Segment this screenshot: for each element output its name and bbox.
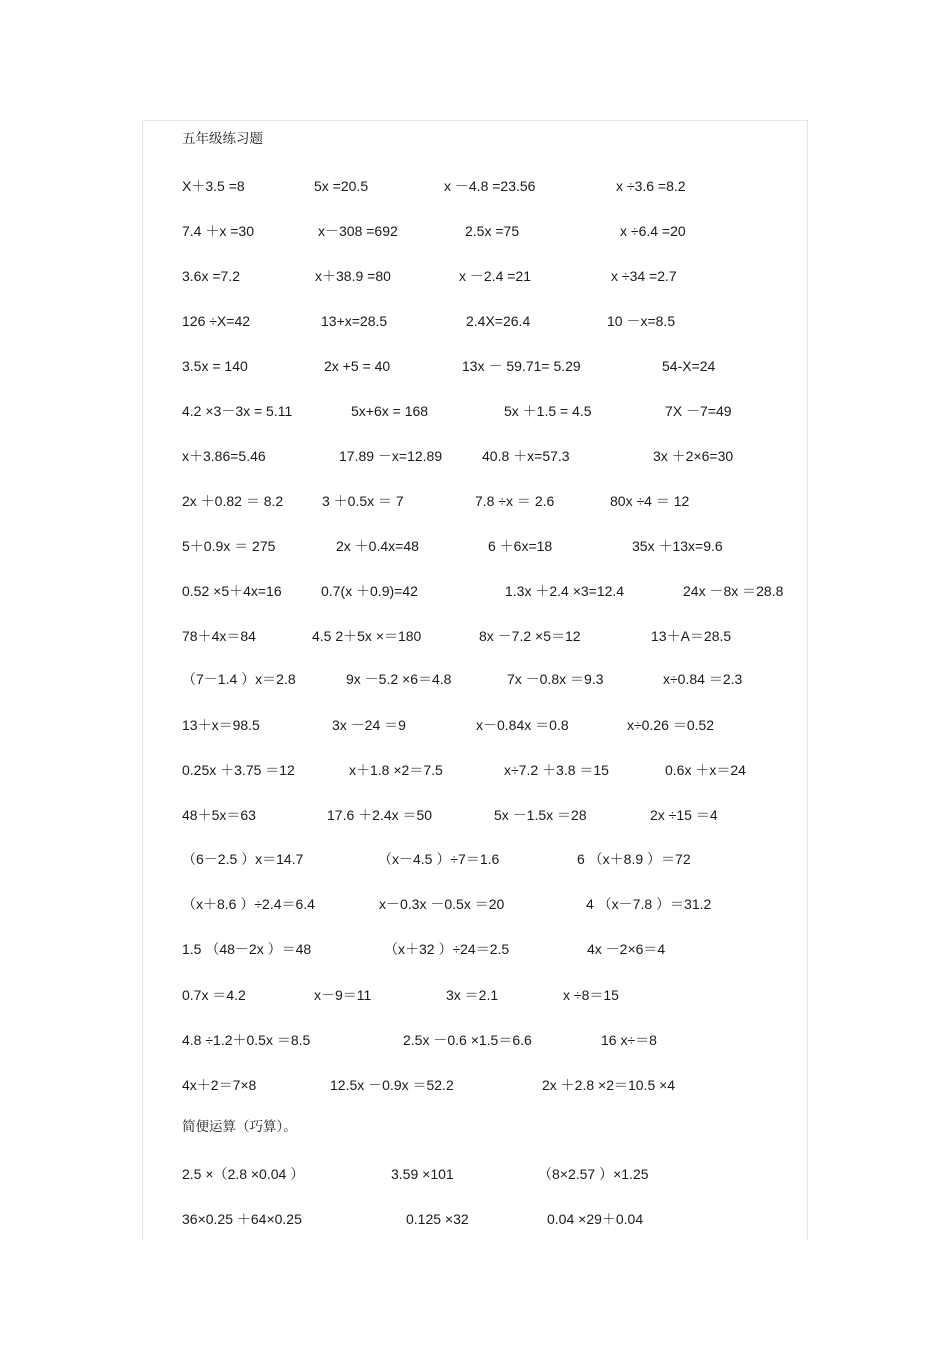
equation-item: x ÷6.4 =20 [620, 223, 686, 239]
equation-item: 126 ÷X=42 [182, 313, 251, 329]
equation-item: 1.5 （48－2x ）＝48 [182, 941, 312, 957]
equation-item: 4.8 ÷1.2＋0.5x ＝8.5 [182, 1032, 311, 1048]
equation-item: 2x +5 = 40 [324, 358, 391, 374]
equation-item: 4x＋2＝7×8 [182, 1077, 257, 1093]
equation-item: 8x －7.2 ×5＝12 [479, 628, 581, 644]
equation-item: 3x ＋2×6=30 [653, 448, 734, 464]
equation-item: x＋38.9 =80 [315, 268, 391, 284]
equation-item: 6 （x＋8.9 ）＝72 [577, 851, 691, 867]
worksheet-title: 五年级练习题 [182, 131, 263, 147]
equation-item: 4 （x－7.8 ）＝31.2 [586, 896, 712, 912]
equation-item: 9x －5.2 ×6＝4.8 [346, 671, 452, 687]
equation-item: 78＋4x＝84 [182, 628, 256, 644]
equation-item: x÷0.84 ＝2.3 [663, 671, 743, 687]
equation-item: 7.8 ÷x ＝ 2.6 [475, 493, 555, 509]
equation-item: 5x ＋1.5 = 4.5 [504, 403, 592, 419]
equation-item: 0.7x ＝4.2 [182, 987, 246, 1003]
equation-item: x÷0.26 ＝0.52 [627, 717, 715, 733]
equation-item: x－0.84x ＝0.8 [476, 717, 569, 733]
equation-item: 7X －7=49 [665, 403, 732, 419]
equation-item: 2x ＋0.4x=48 [336, 538, 419, 554]
equation-item: x＋3.86=5.46 [182, 448, 266, 464]
equation-item: x ÷8＝15 [563, 987, 619, 1003]
equation-item: 5x －1.5x ＝28 [494, 807, 587, 823]
equation-item: （x＋8.6 ）÷2.4＝6.4 [182, 896, 315, 912]
equation-item: 40.8 ＋x=57.3 [482, 448, 570, 464]
equation-item: x÷7.2 ＋3.8 ＝15 [504, 762, 609, 778]
equation-item: 2x ＋2.8 ×2＝10.5 ×4 [542, 1077, 676, 1093]
equation-item: 3.6x =7.2 [182, 268, 240, 284]
calculation-item: （8×2.57 ）×1.25 [538, 1166, 649, 1182]
equation-item: x ÷34 =2.7 [611, 268, 677, 284]
equation-item: 10 －x=8.5 [607, 313, 676, 329]
equation-item: x ÷3.6 =8.2 [616, 178, 686, 194]
equation-item: （6－2.5 ）x＝14.7 [182, 851, 304, 867]
equation-item: 4x －2×6＝4 [587, 941, 666, 957]
equation-item: 80x ÷4 ＝ 12 [610, 493, 690, 509]
equation-item: 12.5x －0.9x ＝52.2 [330, 1077, 454, 1093]
equation-item: 3x －24 ＝9 [332, 717, 406, 733]
equation-item: 5＋0.9x ＝ 275 [182, 538, 276, 554]
equation-item: 3x ＝2.1 [446, 987, 499, 1003]
equation-item: 17.89 －x=12.89 [339, 448, 443, 464]
equation-item: 7x －0.8x ＝9.3 [507, 671, 604, 687]
equation-item: x－308 =692 [318, 223, 398, 239]
equation-item: 4.2 ×3－3x = 5.11 [182, 403, 293, 419]
calculation-item: 0.04 ×29＋0.04 [547, 1211, 644, 1227]
equation-item: 17.6 ＋2.4x ＝50 [327, 807, 433, 823]
equation-item: x －2.4 =21 [459, 268, 531, 284]
equation-item: 6 ＋6x=18 [488, 538, 553, 554]
calculation-item: 0.125 ×32 [406, 1211, 469, 1227]
equation-item: 54-X=24 [662, 358, 716, 374]
equation-item: 2.5x =75 [465, 223, 520, 239]
equation-item: 13＋x＝98.5 [182, 717, 260, 733]
equation-item: 0.25x ＋3.75 ＝12 [182, 762, 295, 778]
equation-item: （x－4.5 ）÷7＝1.6 [378, 851, 500, 867]
equation-item: x －4.8 =23.56 [444, 178, 536, 194]
equation-item: 2x ÷15 ＝4 [650, 807, 718, 823]
equation-item: 4.5 2＋5x ×＝180 [312, 628, 422, 644]
section-title-mental-math: 简便运算（巧算）。 [182, 1119, 297, 1135]
equation-item: 24x －8x ＝28.8 [683, 583, 784, 599]
equation-item: 7.4 ＋x =30 [182, 223, 254, 239]
equation-item: 16 x÷＝8 [601, 1032, 657, 1048]
equation-item: 5x =20.5 [314, 178, 369, 194]
equation-item: 0.7(x ＋0.9)=42 [321, 583, 418, 599]
equation-item: x－9＝11 [314, 987, 372, 1003]
equation-item: 13x － 59.71= 5.29 [462, 358, 581, 374]
calculation-item: 36×0.25 ＋64×0.25 [182, 1211, 302, 1227]
equation-item: 48＋5x＝63 [182, 807, 256, 823]
equation-item: 35x ＋13x=9.6 [632, 538, 723, 554]
equation-item: （x＋32 ）÷24＝2.5 [384, 941, 510, 957]
equation-item: 2.4X=26.4 [466, 313, 531, 329]
equation-item: 0.52 ×5＋4x=16 [182, 583, 282, 599]
equation-item: X＋3.5 =8 [182, 178, 245, 194]
calculation-item: 2.5 ×（2.8 ×0.04 ） [182, 1166, 305, 1182]
equation-item: 3 ＋0.5x ＝ 7 [322, 493, 404, 509]
equation-item: 1.3x ＋2.4 ×3=12.4 [505, 583, 625, 599]
equation-item: x－0.3x －0.5x ＝20 [379, 896, 505, 912]
calculation-item: 3.59 ×101 [391, 1166, 454, 1182]
equation-item: （7－1.4 ）x＝2.8 [182, 671, 296, 687]
equation-item: 0.6x ＋x＝24 [665, 762, 746, 778]
equation-item: x＋1.8 ×2＝7.5 [349, 762, 443, 778]
equation-item: 3.5x = 140 [182, 358, 248, 374]
equation-item: 13＋A＝28.5 [651, 628, 732, 644]
equation-item: 2x ＋0.82 ＝ 8.2 [182, 493, 284, 509]
equation-item: 13+x=28.5 [321, 313, 388, 329]
equation-item: 5x+6x = 168 [351, 403, 429, 419]
equation-item: 2.5x －0.6 ×1.5＝6.6 [403, 1032, 532, 1048]
